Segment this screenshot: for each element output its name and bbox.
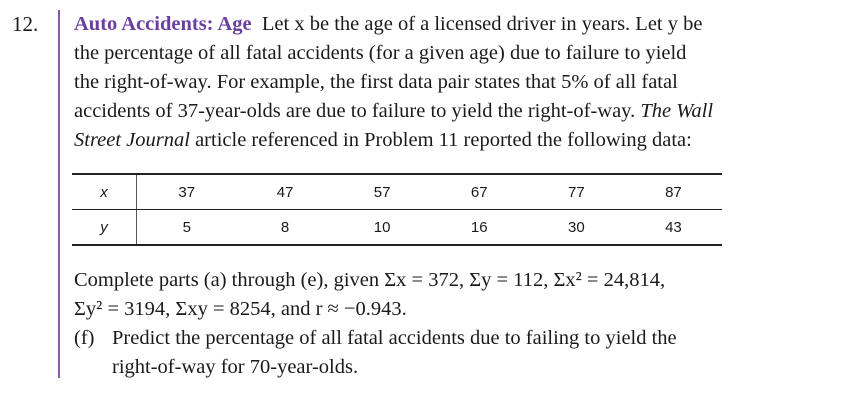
part-f-label: (f) (74, 327, 95, 349)
table-cell: 16 (431, 210, 528, 246)
table-cell: 5 (137, 210, 237, 246)
given-line-2: Σy² = 3194, Σxy = 8254, and r ≈ −0.943. (74, 298, 407, 320)
followup-text (74, 266, 844, 382)
part-f-line-1 (74, 324, 844, 353)
table-cell: 57 (334, 174, 431, 210)
table-cell: 47 (237, 174, 334, 210)
statement-line-3: the right-of-way. For example, the first data pair states that 5% of all fatal (74, 71, 678, 93)
table-cell: 67 (431, 174, 528, 210)
table-cell: 43 (625, 210, 722, 246)
table-cell: 87 (625, 174, 722, 210)
source-title-part-1: The Wall (640, 100, 714, 122)
statement-line-5 (74, 126, 844, 155)
statement-line-2: the percentage of all fatal accidents (for a given age) due to failure to yield (74, 42, 687, 64)
statement-text-4: accidents of 37-year-olds are due to failure to yield the right-of-way. (74, 100, 636, 122)
margin-rule (58, 10, 60, 378)
statement-line-4 (74, 97, 844, 126)
data-table (72, 173, 722, 246)
table-cell: 10 (334, 210, 431, 246)
row-label-x: x (72, 174, 137, 210)
table-cell: 30 (528, 210, 625, 246)
row-label-y: y (72, 210, 137, 246)
problem-heading: Auto Accidents: Age (74, 13, 252, 35)
given-line-1: Complete parts (a) through (e), given Σx = 372, Σy = 112, Σx² = 24,814, (74, 269, 666, 291)
table-cell: 37 (137, 174, 237, 210)
table-row-y (72, 210, 722, 246)
source-title-part-2: Street Journal (74, 129, 190, 151)
table-row-x (72, 174, 722, 210)
statement-text-1: Let x be the age of a licensed driver in years. Let y be (261, 13, 703, 35)
problem-statement (74, 10, 844, 155)
problem-number: 12. (12, 12, 39, 36)
table-cell: 8 (237, 210, 334, 246)
source-rest: article referenced in Problem 11 reported the following data: (195, 129, 692, 151)
part-f-line-2: right-of-way for 70-year-olds. (112, 356, 359, 378)
part-f-text-1: Predict the percentage of all fatal accidents due to failing to yield the (112, 327, 677, 349)
table-cell: 77 (528, 174, 625, 210)
statement-line-1 (74, 10, 844, 39)
